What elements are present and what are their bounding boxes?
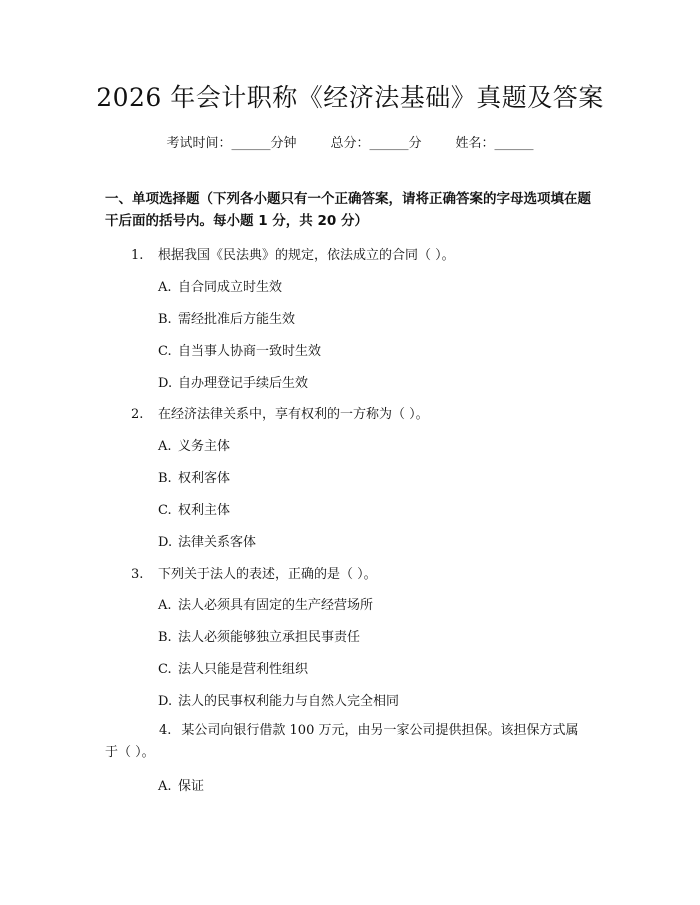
option-text: 权利主体 xyxy=(178,503,231,518)
question-3 xyxy=(131,563,377,582)
option-4a xyxy=(158,775,204,794)
option-label: B. xyxy=(158,471,172,486)
option-1c xyxy=(158,340,321,359)
page-title: 2026 年会计职称《经济法基础》真题及答案 xyxy=(96,83,604,112)
option-2d xyxy=(158,531,256,550)
option-label: C. xyxy=(158,662,172,677)
option-label: D. xyxy=(158,694,173,709)
option-label: A. xyxy=(158,280,172,295)
option-text: 法人只能是营利性组织 xyxy=(178,662,309,677)
option-text: 法人的民事权利能力与自然人完全相同 xyxy=(178,694,400,709)
option-label: B. xyxy=(158,630,172,645)
option-text: 自当事人协商一致时生效 xyxy=(178,344,322,359)
exam-meta xyxy=(0,132,700,151)
option-3d xyxy=(158,690,399,709)
option-text: 保证 xyxy=(178,779,205,794)
option-2c xyxy=(158,499,230,518)
option-label: A. xyxy=(158,598,172,613)
option-3b xyxy=(158,626,360,645)
option-1a xyxy=(158,276,282,295)
option-text: 法人必须具有固定的生产经营场所 xyxy=(178,598,374,613)
question-number: 3. xyxy=(131,567,144,582)
question-2 xyxy=(131,403,429,422)
option-label: C. xyxy=(158,503,172,518)
option-1d xyxy=(158,372,308,391)
option-2b xyxy=(158,467,230,486)
option-3a xyxy=(158,594,373,613)
question-text: 下列关于法人的表述，正确的是（ ）。 xyxy=(158,567,377,582)
total-score-field: 总分：______分 xyxy=(330,136,422,151)
option-label: A. xyxy=(158,779,172,794)
option-3c xyxy=(158,658,308,677)
option-text: 法律关系客体 xyxy=(178,535,257,550)
option-text: 法人必须能够独立承担民事责任 xyxy=(178,630,361,645)
option-label: A. xyxy=(158,439,172,454)
exam-time-field: 考试时间：______分钟 xyxy=(166,136,297,151)
question-text: 根据我国《民法典》的规定，依法成立的合同（ ）。 xyxy=(158,248,455,263)
option-text: 需经批准后方能生效 xyxy=(178,312,296,327)
option-text: 自办理登记手续后生效 xyxy=(178,376,309,391)
option-text: 权利客体 xyxy=(178,471,231,486)
question-text: 某公司向银行借款 100 万元，由另一家公司提供担保。该担保方式属于（ ）。 xyxy=(105,723,579,760)
question-number: 1. xyxy=(131,248,144,263)
option-label: B. xyxy=(158,312,172,327)
option-text: 义务主体 xyxy=(178,439,231,454)
option-label: C. xyxy=(158,344,172,359)
question-number: 4. xyxy=(159,723,172,738)
section-heading: 一、单项选择题（下列各小题只有一个正确答案，请将正确答案的字母选项填在题干后面的括号内。每小题 1 分，共 20 分） xyxy=(105,191,591,229)
question-text: 在经济法律关系中，享有权利的一方称为（ ）。 xyxy=(158,407,429,422)
question-1 xyxy=(131,244,455,263)
option-text: 自合同成立时生效 xyxy=(178,280,283,295)
question-number: 2. xyxy=(131,407,144,422)
name-field: 姓名：______ xyxy=(455,136,534,151)
option-label: D. xyxy=(158,535,173,550)
option-1b xyxy=(158,308,295,327)
option-label: D. xyxy=(158,376,173,391)
question-4 xyxy=(105,720,585,764)
option-2a xyxy=(158,435,230,454)
